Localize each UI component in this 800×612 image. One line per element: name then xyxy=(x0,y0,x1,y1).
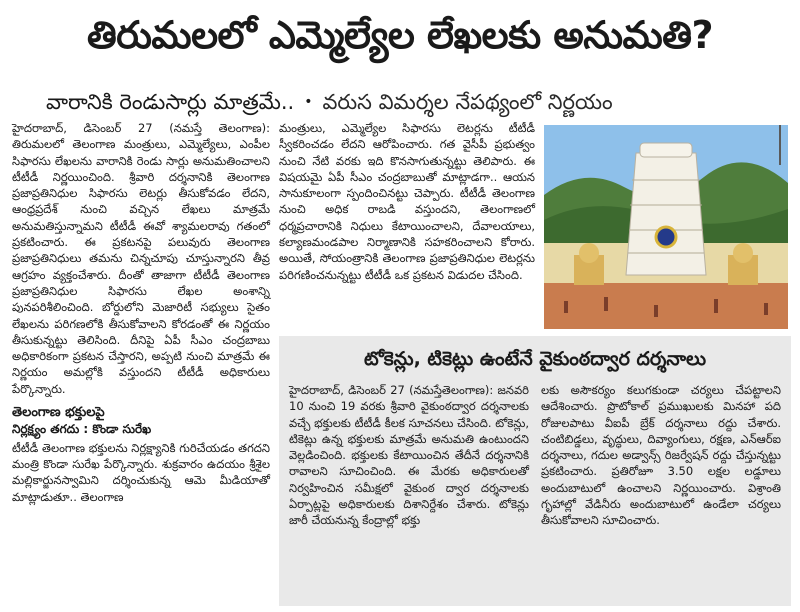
main-article-column-1 xyxy=(12,120,270,505)
side-story-text: టీటీడీ తెలంగాణ భక్తులను నిర్లక్ష్యానికి గురిచేయడం తగదని మంత్రి కొండా సురేఖ పేర్కొన్నారు. శుక్రవారం ఉదయం శ్రీశైల మల్లికార్జునస్వామిని దర్శించుకున్న ఆమె మీడియాతో మాట్లాడుతూ.. తెలంగాణ xyxy=(12,440,270,504)
box-story xyxy=(279,336,791,606)
tirumala-temple-photo xyxy=(544,125,788,329)
temple-photo-graphic xyxy=(544,125,788,329)
bullet-separator: • xyxy=(304,94,313,110)
subheadline-part-b: వరుస విమర్శల నేపథ్యంలో నిర్ణయం xyxy=(322,90,613,114)
box-story-col2-text: లకు అసౌకర్యం కలుగకుండా చర్యలు చేపట్టాలని ఆదేశించారు. ప్రొటోకాల్ ప్రముఖులకు మినహా పది రోజులపాటు వీఐపీ బ్రేక్ దర్శనాలు రద్దు చేశారు. చంటిబిడ్డలు, వృద్ధులు, దివ్యాంగులు, రక్షణ, ఎన్ఆర్ఐ దర్శనాలు, గదుల అడ్వాన్స్ రిజర్వేషన్ రద్దు చేస్తున్నట్టు ప్రకటించారు. ప్రతిరోజూ 3.50 లక్షల లడ్డూలు అందుబాటులో ఉంచాలని నిర్ణయించారు. విశ్రాంతి గృహాల్లో వేడినీరు అందుబాటులో ఉండేలా చర్యలు తీసుకోవాలని సూచించారు. xyxy=(541,383,781,528)
headline: తిరుమలలో ఎమ్మెల్యేల లేఖలకు అనుమతి? xyxy=(86,13,714,57)
main-article-col2-text: మంత్రులు, ఎమ్మెల్యేల సిఫారసు లెటర్లను టీటీడీ స్వీకరించడం లేదని ఆరోపించారు. గత వైసీపీ ప్రభుత్వం నుంచి నేటి వరకు ఇది కొనసాగుతున్నట్టు తెలిపారు. ఈ విషయమై ఏపీ సీఎం చంద్రబాబుతో మాట్లాడగా.. ఆయన సానుకూలంగా స్పందించినట్టు చెప్పారు. టీటీడీ తెలంగాణ నుంచి అధిక రాబడి వస్తుందని, తెలంగాణలో ధర్మప్రచారానికి నిధులు కేటాయించాలని, దేవాలయాలు, కల్యాణమండపాల నిర్మాణానికి సహకరించాలని కోరారు. అయితే, సోయంత్రానికి తెలంగాణ ప్రజాప్రతినిధుల లెటర్లను పరిగణించనున్నట్టు టీటీడీ ఒక ప్రకటన విడుదల చేసింది. xyxy=(279,121,535,282)
main-article-col1-text: హైదరాబాద్, డిసెంబర్ 27 (నమస్తే తెలంగాణ): తిరుమలలో తెలంగాణ మంత్రులు, ఎమ్మెల్యేలు, ఎంపీల సిఫారసు లేఖలను వారానికి రెండు సార్లు అనుమతించాలని టీటీడీ నిర్ణయించింది. శ్రీవారి దర్శనానికి తెలంగాణ ప్రజాప్రతినిధుల సిఫారసు లెటర్లు తీసుకోవడం లేదని, ఆంధ్రప్రదేశ్ నుంచి వచ్చిన లేఖలు మాత్రమే అనుమతిస్తున్నామని టీటీడీ ఈవో శ్యామలరావు గతంలో ప్రకటించారు. ఈ ప్రకటనపై పలువురు తెలంగాణ ప్రజాప్రతినిధులు తమను చిన్నచూపు చూస్తున్నారని తీవ్ర ఆగ్రహం వ్యక్తంచేశారు. దీంతో తాజాగా టీటీడీ తెలంగాణ ప్రజాప్రతినిధుల సిఫారసు లేఖల అంశాన్ని పునపరిశీలించింది. బోర్డులోని మెజారిటీ సభ్యులు సైతం లేఖలను పరిగణలోకి తీసుకోవాలని కోరడంతో ఈ నిర్ణయం తీసుకున్నట్టు తెలిసింది. దీనిపై ఏపీ సీఎం చంద్రబాబు అధికారికంగా ప్రకటన చేస్తారని, అప్పటి నుంచి మాత్రమే ఈ నిర్ణయం అమల్లోకి వస్తుందని టీటీడీ అధికారులు పేర్కొన్నారు. xyxy=(12,121,270,396)
box-story-col1-text: హైదరాబాద్, డిసెంబర్ 27 (నమస్తేతెలంగాణ): జనవరి 10 నుంచి 19 వరకు శ్రీవారి వైకుంఠద్వార దర్శనాలకు వచ్చే భక్తులకు టీటీడీ కీలక సూచనలు చేసింది. టోకెన్లు, టికెట్లు ఉన్న భక్తులకు మాత్రమే అనుమతి ఉంటుందని వెల్లడించింది. భక్తులకు కేటాయించిన తేదీనే దర్శనానికి రావాలని సూచించింది. ఈ మేరకు అధికారులతో నిర్వహించిన సమీక్షలో వైకుంఠ ద్వార దర్శనాలకు ఏర్పాట్లపై అధికారులకు దిశానిర్దేశం చేశారు. టోకెన్లు జారీ చేయనున్న కేంద్రాల్లో భక్తు xyxy=(289,383,529,528)
subheadline-part-a: వారానికి రెండుసార్లు మాత్రమే.. xyxy=(46,90,295,114)
side-story-heading: తెలంగాణ భక్తులపై xyxy=(12,405,105,421)
box-story-column-2 xyxy=(541,382,781,529)
subheadline xyxy=(46,86,786,118)
main-article-column-2 xyxy=(279,120,535,283)
box-story-column-1 xyxy=(289,382,529,529)
box-story-title: టోకెన్లు, టికెట్లు ఉంటేనే వైకుంఠద్వార దర్శనాలు xyxy=(363,348,707,370)
side-story-subheading: నిర్లక్ష్యం తగదు : కొండా సురేఖ xyxy=(12,422,152,437)
